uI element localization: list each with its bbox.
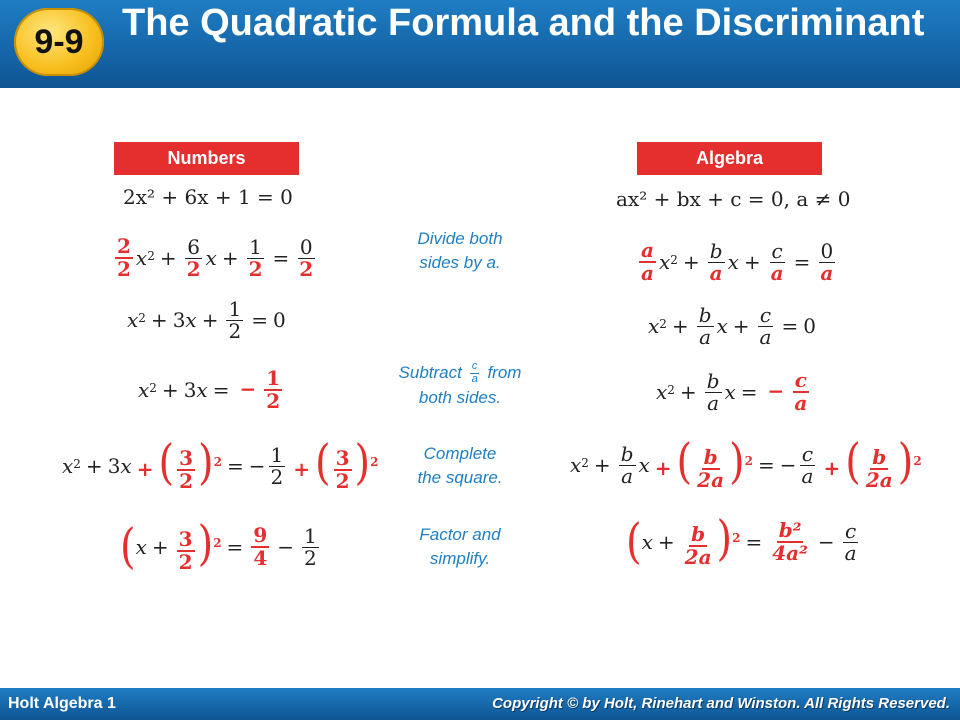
algebra-eq-2: $\frac{a}{a}$ x $^2$ + $\frac{b}{a}$ x + $\frac{c}{a}$ = $\frac{0}{a}$ bbox=[641, 238, 834, 285]
numbers-eq-2: $\frac{2}{2}$ x $^2$ + $\frac{6}{2}$ x + $\frac{1}{2}$ = $\frac{0}{2}$ bbox=[117, 234, 314, 281]
lesson-badge: 9-9 bbox=[14, 8, 104, 76]
algebra-eq-5: x $^2$ + $\frac{b}{a}$ x + ( $\frac{b}{2a}$ )$^2$ = − $\frac{c}{a}$ + ( $\frac{b}{2a}$ )$^2$ bbox=[570, 434, 922, 493]
step-subtract: Subtract $\frac{c}{a}$ from both sides. bbox=[398, 360, 522, 407]
numbers-eq-5: x $^2$ + 3 x + ( $\frac{3}{2}$ )$^2$ = − $\frac{1}{2}$ + ( $\frac{3}{2}$ )$^2$ bbox=[62, 435, 379, 494]
step-factor: Factor and simplify. bbox=[419, 525, 501, 568]
step-complete-square: Complete the square. bbox=[417, 444, 503, 487]
algebra-eq-3: x $^2$ + $\frac{b}{a}$ x + $\frac{c}{a}$ = 0 bbox=[648, 302, 816, 349]
numbers-column-header: Numbers bbox=[114, 142, 299, 175]
page-title: The Quadratic Formula and the Discriminant bbox=[122, 2, 925, 44]
footer-copyright: Copyright © by Holt, Rinehart and Winston. All Rights Reserved. bbox=[492, 695, 950, 712]
numbers-eq-3: x $^2$ + 3 x + $\frac{1}{2}$ = 0 bbox=[127, 296, 286, 343]
algebra-eq-4: x $^2$ + $\frac{b}{a}$ x = − $\frac{c}{a}$ bbox=[656, 368, 808, 415]
footer-course: Holt Algebra 1 bbox=[8, 695, 116, 712]
numbers-eq-4: x $^2$ + 3 x = − $\frac{1}{2}$ bbox=[138, 366, 281, 413]
algebra-eq-1: ax² + bx + c = 0, a ≠ 0 bbox=[616, 187, 851, 211]
numbers-eq-1: 2x² + 6x + 1 = 0 bbox=[123, 185, 293, 209]
footer-bar bbox=[0, 688, 960, 720]
step-divide: Divide both sides by a. bbox=[417, 229, 503, 272]
algebra-column-header: Algebra bbox=[637, 142, 822, 175]
header-bar bbox=[0, 0, 960, 88]
numbers-eq-6: ( x + $\frac{3}{2}$ )$^2$ = $\frac{9}{4}$ − $\frac{1}{2}$ bbox=[120, 516, 317, 575]
algebra-eq-6: ( x + $\frac{b}{2a}$ )$^2$ = $\frac{\text{b²}}{\text{4a²}}$ − $\frac{c}{a}$ bbox=[626, 511, 857, 570]
